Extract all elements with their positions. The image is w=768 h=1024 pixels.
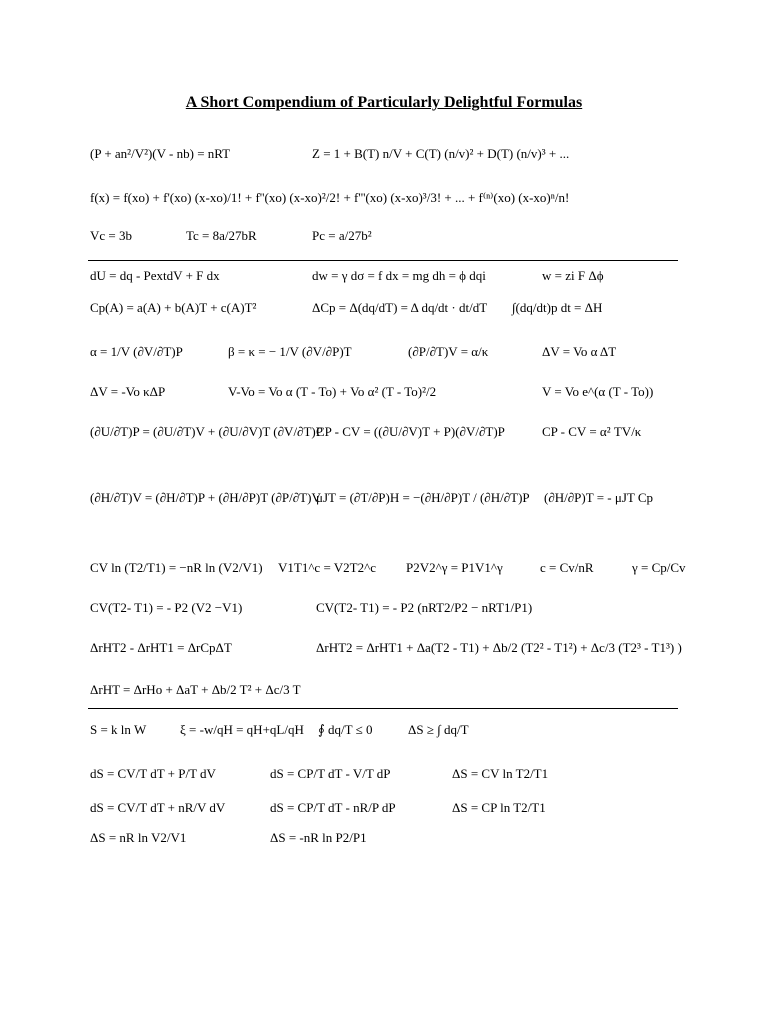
delta-v-alpha-formula: ΔV = Vo α ΔT: [542, 344, 617, 359]
delta-s-pressure-formula: ΔS = -nR ln P2/P1: [270, 830, 367, 845]
work-formula: dw = γ dσ = f dx = mg dh = ϕ dqi: [312, 268, 486, 283]
van-der-waals-equation: (P + an²/V²)(V - nb) = nRT: [90, 146, 231, 161]
critical-temperature: Tc = 8a/27bR: [186, 228, 257, 243]
cp-cv-alpha-formula: CP - CV = α² TV/κ: [542, 424, 642, 439]
taylor-series: f(x) = f(xo) + f'(xo) (x-xo)/1! + f''(xo) (x-xo)²/2! + f'''(xo) (x-xo)³/3! + ... + f⁽ⁿ⁾(xo) (x-xo)ⁿ/n!: [90, 190, 570, 205]
dp-dt-formula: (∂P/∂T)V = α/κ: [408, 344, 489, 359]
reaction-enthalpy-formula: ΔrHT = ΔrHo + ΔaT + Δb/2 T² + Δc/3 T: [90, 682, 301, 697]
volume-exponential-formula: V = Vo e^(α (T - To)): [542, 384, 654, 399]
volume-expansion-formula: V-Vo = Vo α (T - To) + Vo α² (T - To)²/2: [228, 384, 437, 399]
enthalpy-integral-formula: ∫(dq/dt)p dt = ΔH: [512, 300, 603, 315]
delta-s-cv-formula: ΔS = CV ln T2/T1: [452, 766, 549, 781]
ds-cv-formula: dS = CV/T dT + P/T dV: [90, 766, 216, 781]
entropy-inequality: ΔS ≥ ∫ dq/T: [408, 722, 469, 737]
adiabatic-temperature-formula: CV ln (T2/T1) = −nR ln (V2/V1): [90, 560, 263, 575]
ds-cp-ideal-formula: dS = CP/T dT - nR/P dP: [270, 800, 396, 815]
adiabatic-pv-formula: P2V2^γ = P1V1^γ: [406, 560, 503, 575]
ds-cv-ideal-formula: dS = CV/T dT + nR/V dV: [90, 800, 226, 815]
page-title: A Short Compendium of Particularly Delightful Formulas: [185, 94, 583, 111]
virial-equation: Z = 1 + B(T) n/V + C(T) (n/v)² + D(T) (n/v)³ + ...: [312, 146, 570, 161]
delta-v-kappa-formula: ΔV = -Vo κΔP: [90, 384, 166, 399]
du-dt-formula: (∂U/∂T)P = (∂U/∂T)V + (∂U/∂V)T (∂V/∂T)P: [90, 424, 323, 439]
section-divider: [88, 708, 678, 709]
joule-thomson-formula: μJT = (∂T/∂P)H = −(∂H/∂P)T / (∂H/∂T)P: [316, 490, 530, 505]
efficiency-formula: ξ = -w/qH = qH+qL/qH: [180, 722, 304, 737]
beta-kappa-formula: β = κ = − 1/V (∂V/∂P)T: [228, 344, 352, 359]
section-divider: [88, 260, 678, 261]
kirchhoff-expanded-formula: ΔrHT2 = ΔrHT1 + Δa(T2 - T1) + Δb/2 (T2² - T1²) + Δc/3 (T2³ - T1³) ): [316, 640, 682, 655]
first-law-formula: dU = dq - PextdV + F dx: [90, 268, 220, 283]
gamma-definition: γ = Cp/Cv: [632, 560, 686, 575]
heat-capacity-formula: Cp(A) = a(A) + b(A)T + c(A)T²: [90, 300, 257, 315]
critical-pressure: Pc = a/27b²: [312, 228, 372, 243]
clausius-inequality: ∮ dq/T ≤ 0: [318, 722, 373, 737]
adiabatic-work-ideal-formula: CV(T2- T1) = - P2 (nRT2/P2 − nRT1/P1): [316, 600, 533, 615]
electrical-work-formula: w = zi F Δϕ: [542, 268, 604, 283]
critical-volume: Vc = 3b: [90, 228, 132, 243]
delta-s-cp-formula: ΔS = CP ln T2/T1: [452, 800, 546, 815]
dh-dp-formula: (∂H/∂P)T = - μJT Cp: [544, 490, 654, 505]
delta-cp-formula: ΔCp = Δ(dq/dT) = Δ dq/dt · dt/dT: [312, 300, 488, 315]
adiabatic-tv-formula: V1T1^c = V2T2^c: [278, 560, 376, 575]
kirchhoff-formula: ΔrHT2 - ΔrHT1 = ΔrCpΔT: [90, 640, 232, 655]
adiabatic-work-formula: CV(T2- T1) = - P2 (V2 −V1): [90, 600, 243, 615]
ds-cp-formula: dS = CP/T dT - V/T dP: [270, 766, 391, 781]
cp-cv-formula: CP - CV = ((∂U/∂V)T + P)(∂V/∂T)P: [316, 424, 505, 439]
c-definition: c = Cv/nR: [540, 560, 594, 575]
boltzmann-entropy: S = k ln W: [90, 722, 147, 737]
delta-s-volume-formula: ΔS = nR ln V2/V1: [90, 830, 187, 845]
dh-dt-formula: (∂H/∂T)V = (∂H/∂T)P + (∂H/∂P)T (∂P/∂T)V: [90, 490, 321, 505]
alpha-formula: α = 1/V (∂V/∂T)P: [90, 344, 183, 359]
